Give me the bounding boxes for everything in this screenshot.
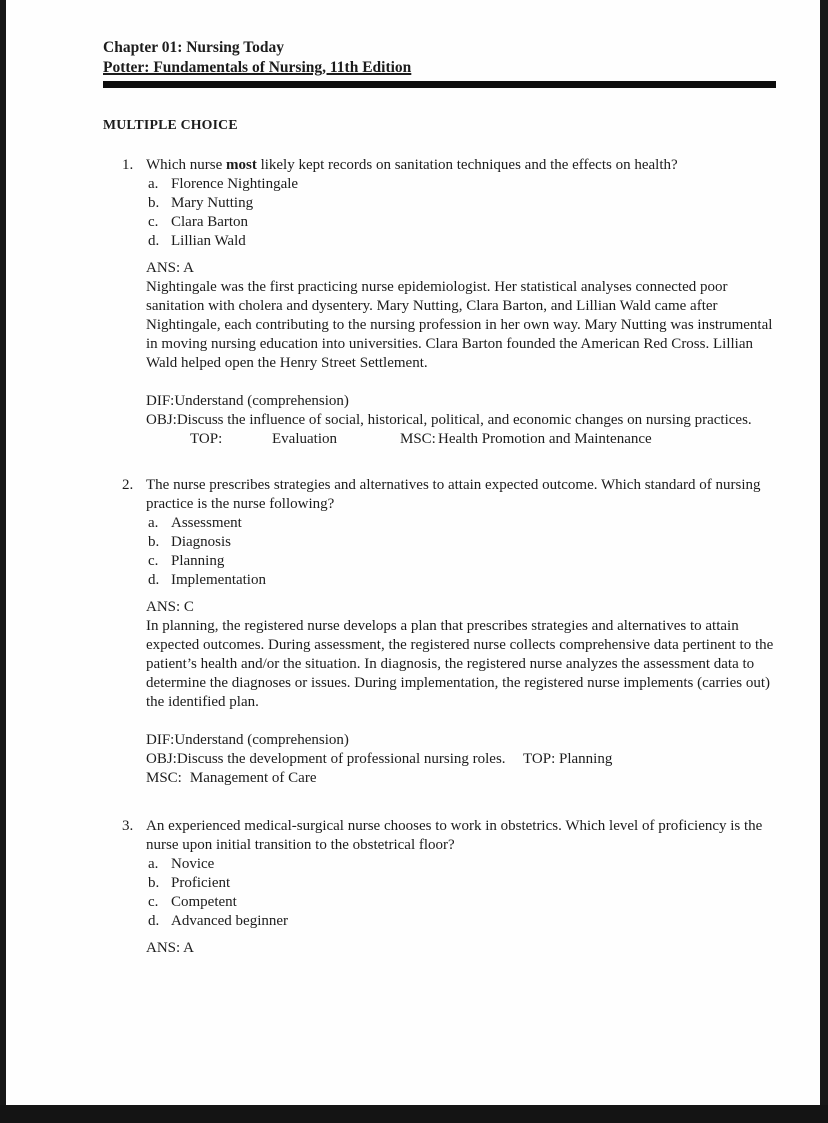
chapter-title: Chapter 01: Nursing Today	[103, 39, 285, 56]
question-stem	[146, 156, 774, 175]
option-text: Assessment	[171, 515, 242, 531]
answer-option	[103, 213, 828, 232]
option-text: Novice	[171, 856, 215, 872]
section-heading: MULTIPLE CHOICE	[103, 117, 238, 132]
meta-obj-top	[146, 750, 774, 769]
meta-msc-label: MSC:	[146, 770, 182, 786]
question-stem: The nurse prescribes strategies and alternatives to attain expected outcome. Which standard of nursing practice is the nurse following?	[146, 477, 761, 512]
answer-option	[103, 552, 828, 571]
answer-option	[103, 194, 828, 213]
header-rule	[103, 81, 776, 88]
option-letter: d.	[148, 913, 160, 929]
meta-top-text: TOP: Planning	[523, 751, 613, 767]
answer-option	[103, 855, 828, 874]
option-text: Proficient	[171, 875, 231, 891]
option-text: Advanced beginner	[171, 913, 289, 929]
option-text: Competent	[171, 894, 237, 910]
option-text: Planning	[171, 553, 225, 569]
question-3	[103, 817, 828, 958]
stem-text: Which nurse	[146, 157, 226, 173]
answer-option	[103, 893, 828, 912]
meta-msc	[146, 769, 774, 788]
option-text: Florence Nightingale	[171, 176, 299, 192]
answer-option	[103, 514, 828, 533]
option-text: Implementation	[171, 572, 266, 588]
option-letter: b.	[148, 875, 160, 891]
page-header	[103, 38, 828, 88]
meta-top-value: Evaluation	[272, 431, 337, 447]
option-letter: d.	[148, 572, 160, 588]
answer-option	[103, 533, 828, 552]
meta-msc-label: MSC:	[400, 431, 436, 447]
answer-option	[103, 874, 828, 893]
answer-line: ANS: A	[146, 260, 194, 276]
option-letter: d.	[148, 233, 160, 249]
meta-top-msc	[146, 430, 774, 449]
meta-top-label: TOP:	[190, 431, 223, 447]
answer-option	[103, 912, 828, 931]
meta-msc-value: Management of Care	[189, 770, 317, 786]
option-text: Mary Nutting	[171, 195, 254, 211]
question-number: 2.	[122, 477, 134, 493]
option-letter: c.	[148, 214, 159, 230]
option-text: Diagnosis	[171, 534, 231, 550]
option-letter: c.	[148, 553, 159, 569]
answer-line: ANS: C	[146, 599, 194, 615]
option-letter: a.	[148, 176, 159, 192]
option-letter: b.	[148, 534, 160, 550]
question-stem: An experienced medical-surgical nurse chooses to work in obstetrics. Which level of proficiency is the nurse upon initial transition to the obstetrical floor?	[146, 818, 763, 853]
scan-border-bottom	[0, 1105, 828, 1123]
answer-option	[103, 571, 828, 590]
meta-dif: DIF:Understand (comprehension)	[146, 393, 349, 409]
answer-option	[103, 232, 828, 251]
question-meta	[146, 731, 774, 788]
rationale-text: Nightingale was the first practicing nurse epidemiologist. Her statistical analyses connected poor sanitation with cholera and dysentery. Mary Nutting, Clara Barton, and Lillian Wald came after Nightingale, each contributing to the nursing profession in her own way. Mary Nutting was instrumental in moving nursing education into universities. Clara Barton founded the American Red Cross. Lillian Wald helped open the Henry Street Settlement.	[146, 279, 773, 371]
stem-text: likely kept records on sanitation techniques and the effects on health?	[256, 157, 678, 173]
question-2	[103, 476, 828, 788]
meta-dif: DIF:Understand (comprehension)	[146, 732, 349, 748]
meta-msc-value: Health Promotion and Maintenance	[438, 431, 652, 447]
answer-line: ANS: A	[146, 940, 194, 956]
option-letter: a.	[148, 856, 159, 872]
option-text: Lillian Wald	[171, 233, 246, 249]
option-letter: b.	[148, 195, 160, 211]
question-1	[103, 156, 828, 449]
scan-border-right	[820, 0, 828, 1123]
question-meta	[146, 392, 774, 449]
stem-bold-text: most	[225, 157, 257, 173]
meta-obj: OBJ:Discuss the influence of social, historical, political, and economic changes on nursing practices.	[146, 412, 752, 428]
rationale-text: In planning, the registered nurse develops a plan that prescribes strategies and alternatives to attain expected outcomes. During assessment, the registered nurse collects comprehensive data pertinent to the patient’s health and/or the situation. In diagnosis, the registered nurse analyzes the assessment data to determine the diagnoses or issues. During implementation, the registered nurse implements (carries out) the identified plan.	[146, 618, 774, 710]
option-letter: c.	[148, 894, 159, 910]
scan-border-left	[0, 0, 6, 1123]
question-number: 3.	[122, 818, 134, 834]
option-letter: a.	[148, 515, 159, 531]
meta-obj-text: OBJ:Discuss the development of professional nursing roles.	[146, 751, 506, 767]
answer-option	[103, 175, 828, 194]
question-number: 1.	[122, 157, 134, 173]
edition-title: Potter: Fundamentals of Nursing, 11th Edition	[103, 59, 412, 76]
option-text: Clara Barton	[171, 214, 249, 230]
